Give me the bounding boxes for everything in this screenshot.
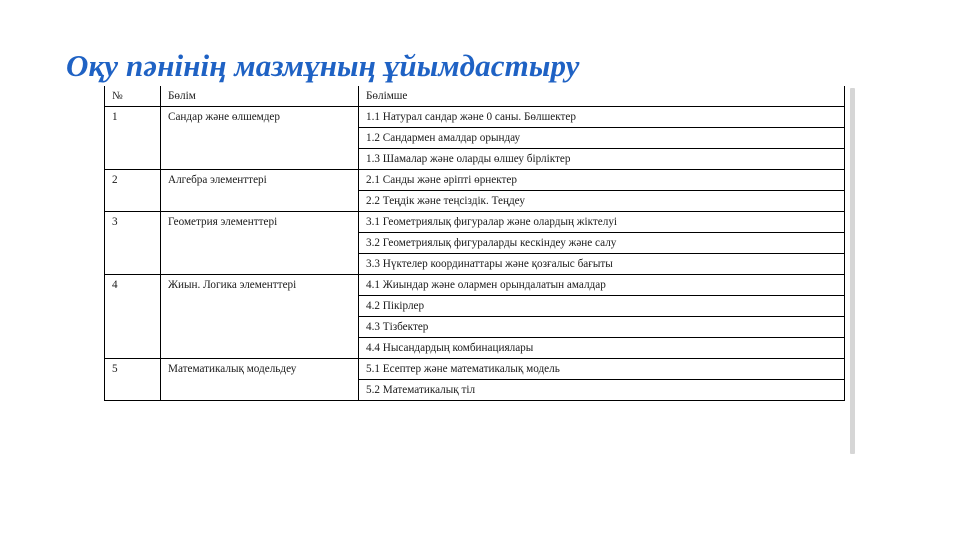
subsection-cell: 1.2 Сандармен амалдар орындау xyxy=(359,128,845,149)
subsection-cell: 1.3 Шамалар және оларды өлшеу бірліктер xyxy=(359,149,845,170)
table-header-row xyxy=(105,86,845,107)
subsection-cell: 3.2 Геометриялық фигураларды кескіндеу және салу xyxy=(359,233,845,254)
subsection-cell: 2.1 Санды және әріпті өрнектер xyxy=(359,170,845,191)
subsection-cell: 3.1 Геометриялық фигуралар және олардың жіктелуі xyxy=(359,212,845,233)
section-name-cell: Сандар және өлшемдер xyxy=(161,107,359,170)
section-number-cell: 5 xyxy=(105,359,161,401)
section-name-cell: Жиын. Логика элементтері xyxy=(161,275,359,359)
subsection-cell: 1.1 Натурал сандар және 0 саны. Бөлшектер xyxy=(359,107,845,128)
column-header-number: № xyxy=(105,86,161,107)
section-name-cell: Математикалық модельдеу xyxy=(161,359,359,401)
subsection-cell: 2.2 Теңдік және теңсіздік. Теңдеу xyxy=(359,191,845,212)
section-number-cell: 4 xyxy=(105,275,161,359)
column-header-subsection: Бөлімше xyxy=(359,86,845,107)
subsection-cell: 5.2 Математикалық тіл xyxy=(359,380,845,401)
document-scrollbar[interactable] xyxy=(850,88,855,454)
subsection-cell: 4.1 Жиындар және олармен орындалатын амалдар xyxy=(359,275,845,296)
table-row xyxy=(105,359,845,380)
table-row xyxy=(105,170,845,191)
subsection-cell: 4.3 Тізбектер xyxy=(359,317,845,338)
section-number-cell: 2 xyxy=(105,170,161,212)
section-name-cell: Алгебра элементтері xyxy=(161,170,359,212)
subsection-cell: 4.2 Пікірлер xyxy=(359,296,845,317)
table-row xyxy=(105,212,845,233)
curriculum-document xyxy=(104,86,844,453)
curriculum-table xyxy=(104,86,845,401)
section-number-cell: 3 xyxy=(105,212,161,275)
subsection-cell: 4.4 Нысандардың комбинациялары xyxy=(359,338,845,359)
section-name-cell: Геометрия элементтері xyxy=(161,212,359,275)
subsection-cell: 3.3 Нүктелер координаттары және қозғалыс бағыты xyxy=(359,254,845,275)
table-row xyxy=(105,275,845,296)
column-header-section: Бөлім xyxy=(161,86,359,107)
table-row xyxy=(105,107,845,128)
subsection-cell: 5.1 Есептер және математикалық модель xyxy=(359,359,845,380)
section-number-cell: 1 xyxy=(105,107,161,170)
page-title: Оқу пәнінің мазмұның ұйымдастыру xyxy=(66,47,580,83)
